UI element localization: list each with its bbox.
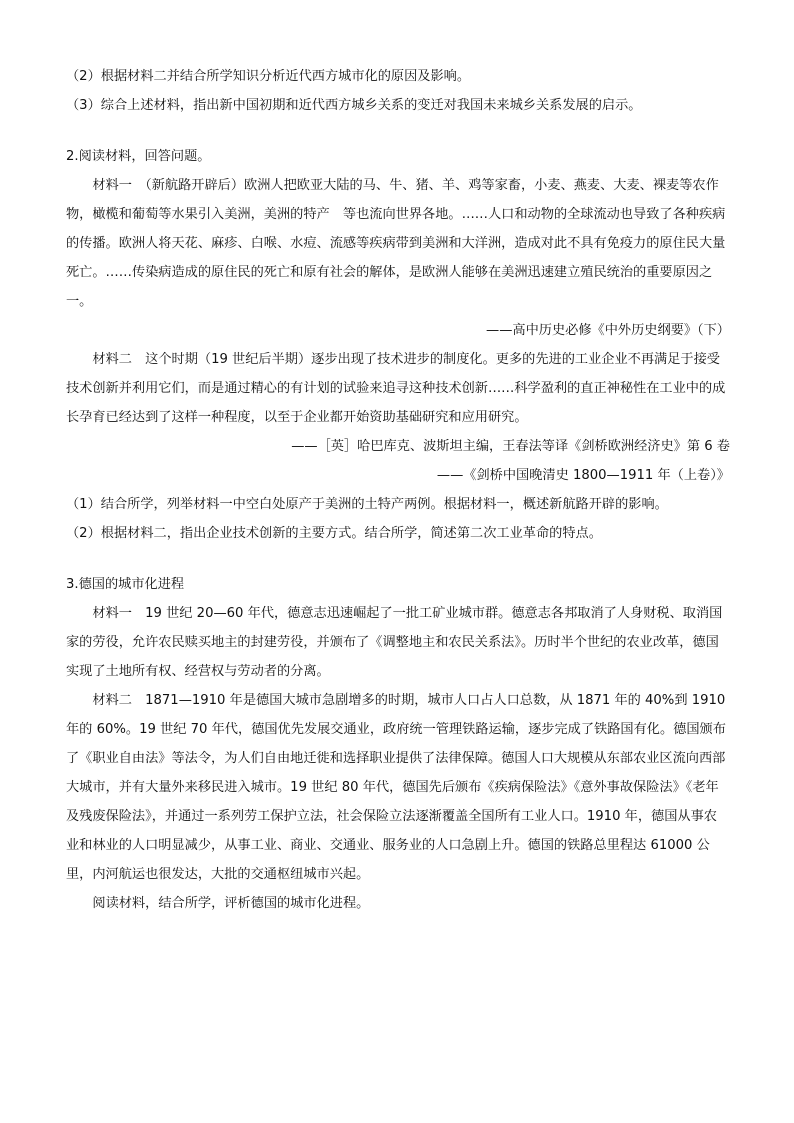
- q2-source-2b: ——《剑桥中国晚清史 1800—1911 年（上卷）》: [436, 468, 730, 483]
- question-1-part-3: （3）综合上述材料，指出新中国初期和近代西方城乡关系的变迁对我国未来城乡关系发展的启示。: [66, 98, 642, 113]
- question-1-part-2: （2）根据材料二并结合所学知识分析近代西方城市化的原因及影响。: [66, 69, 471, 84]
- q2-source-2a: ——［英］哈巴库克、波斯坦主编，王春法等译《剑桥欧洲经济史》第 6 卷: [291, 439, 730, 454]
- q3-material-2: 材料二 1871—1910 年是德国大城市急剧增多的时期，城市人口占人口总数，从 1871 年的 40%到 1910 年的 60%。19 世纪 70 年代，德国优先发展交通业，政府统一管理铁路运输，逐步完成了铁路国有化。德国颁布了《职业自由法》等法令，为人们自由地迁徙和选择职业提供了法律保障。德国人口大规模从东部农业区流向西部大城市，并有大量外来移民进入城市。19 世纪 80 年代，德国先后颁布《疾病保险法》《意外事故保险法》《老年及残废保险法》，并通过一系列劳工保护立法，社会保险立法逐渐覆盖全国所有工业人口。1910 年，德国从事农业和林业的人口明显减少，从事工业、商业、交通业、服务业的人口急剧上升。德国的铁路总里程达 61000 公里，内河航运也很发达，大批的交通枢纽城市兴起。: [66, 693, 726, 882]
- spacer: [66, 548, 730, 570]
- question-2-heading: 2.阅读材料，回答问题。: [66, 149, 211, 164]
- q2-question-1: （1）结合所学，列举材料一中空白处原产于美洲的土特产两例。根据材料一，概述新航路开辟的影响。: [66, 497, 668, 512]
- q2-question-2: （2）根据材料二，指出企业技术创新的主要方式。结合所学，简述第二次工业革命的特点。: [66, 526, 602, 541]
- q2-material-1: 材料一 （新航路开辟后）欧洲人把欧亚大陆的马、牛、猪、羊、鸡等家畜，小麦、燕麦、大麦、裸麦等农作物，橄榄和葡萄等水果引入美洲，美洲的特产 等也流向世界各地。……人口和动物的全球流动也导致了各种疾病的传播。欧洲人将天花、麻疹、白喉、水痘、流感等疾病带到美洲和大洋洲，造成对此不具有免疫力的原住民大量死亡。……传染病造成的原住民的死亡和原有社会的解体，是欧洲人能够在美洲迅速建立殖民统治的重要原因之一。: [66, 178, 726, 309]
- q2-source-1: ——高中历史必修《中外历史纲要》（下）: [486, 323, 730, 338]
- q3-material-1: 材料一 19 世纪 20—60 年代，德意志迅速崛起了一批工矿业城市群。德意志各邦取消了人身财税、取消国家的劳役，允许农民赎买地主的封建劳役，并颁布了《调整地主和农民关系法》。历时半个世纪的农业改革，德国实现了土地所有权、经营权与劳动者的分离。: [66, 606, 723, 679]
- q3-question: 阅读材料，结合所学，评析德国的城市化进程。: [92, 896, 370, 911]
- document-page: [66, 62, 730, 918]
- spacer: [66, 120, 730, 142]
- q2-material-2: 材料二 这个时期（19 世纪后半期）逐步出现了技术进步的制度化。更多的先进的工业企业不再满足于接受技术创新并利用它们，而是通过精心的有计划的试验来追寻这种技术创新……科学盈利的直正神秘性在工业中的成长孕育已经达到了这样一种程度，以至于企业都开始资助基础研究和应用研究。: [66, 352, 726, 425]
- question-3-heading: 3.德国的城市化进程: [66, 577, 185, 592]
